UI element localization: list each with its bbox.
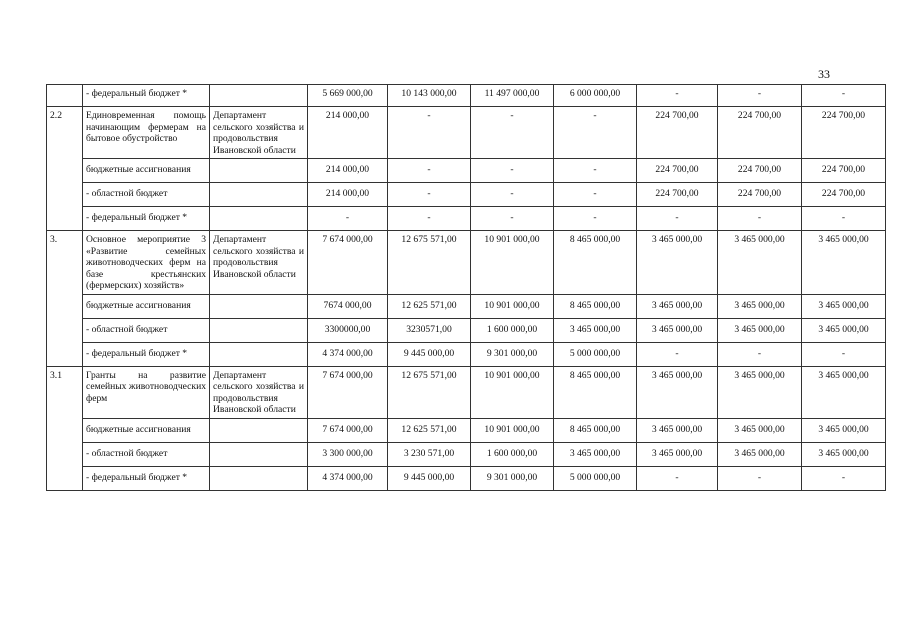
- amount-cell: 4 374 000,00: [308, 342, 388, 366]
- table-row-funding: [47, 207, 886, 231]
- amount-cell: 11 497 000,00: [471, 85, 554, 107]
- executor-cell: [210, 85, 308, 107]
- amount-cell: 3 465 000,00: [802, 366, 886, 418]
- amount-cell: -: [388, 107, 471, 159]
- executor-cell: [210, 466, 308, 490]
- executor-cell: [210, 318, 308, 342]
- page-number: 33: [818, 67, 830, 81]
- amount-cell: 10 143 000,00: [388, 85, 471, 107]
- amount-cell: 3 465 000,00: [637, 442, 718, 466]
- amount-cell: 9 301 000,00: [471, 342, 554, 366]
- table-row-funding: [47, 342, 886, 366]
- amount-cell: -: [471, 159, 554, 183]
- table-row-measure: [47, 107, 886, 159]
- executor-cell: Департамент сельского хозяйства и продовольствия Ивановской области: [210, 366, 308, 418]
- amount-cell: 3 465 000,00: [802, 318, 886, 342]
- amount-cell: 12 625 571,00: [388, 418, 471, 442]
- amount-cell: 214 000,00: [308, 183, 388, 207]
- amount-cell: -: [554, 183, 637, 207]
- amount-cell: -: [718, 342, 802, 366]
- amount-cell: 3 230 571,00: [388, 442, 471, 466]
- executor-cell: Департамент сельского хозяйства и продовольствия Ивановской области: [210, 107, 308, 159]
- amount-cell: 4 374 000,00: [308, 466, 388, 490]
- measure-name-cell: Единовременная помощь начинающим фермерам на бытовое обустройство: [83, 107, 210, 159]
- amount-cell: 3 465 000,00: [637, 418, 718, 442]
- table-row-funding: [47, 318, 886, 342]
- measure-name-cell: Основное мероприятие 3 «Развитие семейных животноводческих ферм на базе крестьянских (фермерских) хозяйств»: [83, 231, 210, 295]
- amount-cell: 224 700,00: [637, 183, 718, 207]
- amount-cell: -: [637, 342, 718, 366]
- amount-cell: 1 600 000,00: [471, 318, 554, 342]
- amount-cell: -: [554, 159, 637, 183]
- funding-source-cell: - областной бюджет: [83, 183, 210, 207]
- amount-cell: 5 000 000,00: [554, 466, 637, 490]
- amount-cell: -: [802, 466, 886, 490]
- table-body: [47, 85, 886, 491]
- amount-cell: 6 000 000,00: [554, 85, 637, 107]
- amount-cell: 7 674 000,00: [308, 366, 388, 418]
- amount-cell: 3 465 000,00: [802, 231, 886, 295]
- amount-cell: 3 465 000,00: [637, 318, 718, 342]
- amount-cell: 3 465 000,00: [554, 318, 637, 342]
- amount-cell: 3 465 000,00: [637, 231, 718, 295]
- row-number-cell: 2.2: [47, 107, 83, 231]
- amount-cell: 224 700,00: [637, 159, 718, 183]
- funding-source-cell: - областной бюджет: [83, 442, 210, 466]
- executor-cell: [210, 207, 308, 231]
- amount-cell: -: [471, 207, 554, 231]
- amount-cell: 3 465 000,00: [718, 294, 802, 318]
- row-number-cell: 3.1: [47, 366, 83, 490]
- amount-cell: 1 600 000,00: [471, 442, 554, 466]
- amount-cell: 3 465 000,00: [718, 366, 802, 418]
- table-row-funding: [47, 466, 886, 490]
- amount-cell: 224 700,00: [718, 183, 802, 207]
- amount-cell: -: [802, 207, 886, 231]
- amount-cell: -: [471, 183, 554, 207]
- amount-cell: 5 669 000,00: [308, 85, 388, 107]
- amount-cell: 8 465 000,00: [554, 231, 637, 295]
- measure-name-cell: Гранты на развитие семейных животноводческих ферм: [83, 366, 210, 418]
- amount-cell: 10 901 000,00: [471, 366, 554, 418]
- amount-cell: 214 000,00: [308, 107, 388, 159]
- amount-cell: 8 465 000,00: [554, 294, 637, 318]
- amount-cell: 10 901 000,00: [471, 294, 554, 318]
- amount-cell: 3 465 000,00: [637, 294, 718, 318]
- amount-cell: 5 000 000,00: [554, 342, 637, 366]
- amount-cell: -: [718, 207, 802, 231]
- funding-source-cell: - федеральный бюджет *: [83, 85, 210, 107]
- executor-cell: [210, 418, 308, 442]
- funding-source-cell: - областной бюджет: [83, 318, 210, 342]
- table-row-funding: [47, 85, 886, 107]
- amount-cell: 3 465 000,00: [554, 442, 637, 466]
- budget-table: [46, 84, 886, 491]
- row-number-cell: 3.: [47, 231, 83, 367]
- funding-source-cell: - федеральный бюджет *: [83, 342, 210, 366]
- amount-cell: 224 700,00: [802, 107, 886, 159]
- amount-cell: 3 465 000,00: [718, 318, 802, 342]
- amount-cell: 224 700,00: [802, 183, 886, 207]
- table-row-funding: [47, 294, 886, 318]
- amount-cell: -: [388, 183, 471, 207]
- executor-cell: [210, 159, 308, 183]
- amount-cell: 3300000,00: [308, 318, 388, 342]
- amount-cell: -: [388, 159, 471, 183]
- amount-cell: 3 465 000,00: [718, 418, 802, 442]
- amount-cell: -: [637, 207, 718, 231]
- amount-cell: -: [637, 85, 718, 107]
- amount-cell: 12 625 571,00: [388, 294, 471, 318]
- table-row-funding: [47, 183, 886, 207]
- amount-cell: -: [388, 207, 471, 231]
- table-row-measure: [47, 231, 886, 295]
- executor-cell: [210, 294, 308, 318]
- table-row-funding: [47, 418, 886, 442]
- executor-cell: Департамент сельского хозяйства и продовольствия Ивановской области: [210, 231, 308, 295]
- amount-cell: -: [308, 207, 388, 231]
- amount-cell: 224 700,00: [718, 159, 802, 183]
- amount-cell: 224 700,00: [718, 107, 802, 159]
- amount-cell: 7674 000,00: [308, 294, 388, 318]
- amount-cell: 3230571,00: [388, 318, 471, 342]
- amount-cell: -: [471, 107, 554, 159]
- funding-source-cell: бюджетные ассигнования: [83, 418, 210, 442]
- executor-cell: [210, 342, 308, 366]
- row-number-cell: [47, 85, 83, 107]
- amount-cell: 3 465 000,00: [802, 418, 886, 442]
- amount-cell: 3 465 000,00: [802, 442, 886, 466]
- amount-cell: -: [718, 466, 802, 490]
- amount-cell: -: [637, 466, 718, 490]
- amount-cell: -: [554, 107, 637, 159]
- funding-source-cell: - федеральный бюджет *: [83, 466, 210, 490]
- amount-cell: 10 901 000,00: [471, 418, 554, 442]
- amount-cell: 8 465 000,00: [554, 418, 637, 442]
- amount-cell: -: [554, 207, 637, 231]
- funding-source-cell: бюджетные ассигнования: [83, 159, 210, 183]
- funding-source-cell: бюджетные ассигнования: [83, 294, 210, 318]
- amount-cell: 7 674 000,00: [308, 231, 388, 295]
- funding-source-cell: - федеральный бюджет *: [83, 207, 210, 231]
- amount-cell: 8 465 000,00: [554, 366, 637, 418]
- amount-cell: 3 465 000,00: [637, 366, 718, 418]
- amount-cell: 3 465 000,00: [718, 442, 802, 466]
- amount-cell: 10 901 000,00: [471, 231, 554, 295]
- amount-cell: -: [718, 85, 802, 107]
- amount-cell: 12 675 571,00: [388, 231, 471, 295]
- amount-cell: 12 675 571,00: [388, 366, 471, 418]
- amount-cell: 214 000,00: [308, 159, 388, 183]
- amount-cell: 224 700,00: [802, 159, 886, 183]
- executor-cell: [210, 442, 308, 466]
- amount-cell: 3 465 000,00: [718, 231, 802, 295]
- amount-cell: -: [802, 85, 886, 107]
- table-row-funding: [47, 159, 886, 183]
- amount-cell: 224 700,00: [637, 107, 718, 159]
- executor-cell: [210, 183, 308, 207]
- amount-cell: 9 445 000,00: [388, 342, 471, 366]
- amount-cell: 7 674 000,00: [308, 418, 388, 442]
- amount-cell: 9 445 000,00: [388, 466, 471, 490]
- amount-cell: 3 465 000,00: [802, 294, 886, 318]
- table-row-measure: [47, 366, 886, 418]
- amount-cell: 3 300 000,00: [308, 442, 388, 466]
- table-row-funding: [47, 442, 886, 466]
- amount-cell: 9 301 000,00: [471, 466, 554, 490]
- amount-cell: -: [802, 342, 886, 366]
